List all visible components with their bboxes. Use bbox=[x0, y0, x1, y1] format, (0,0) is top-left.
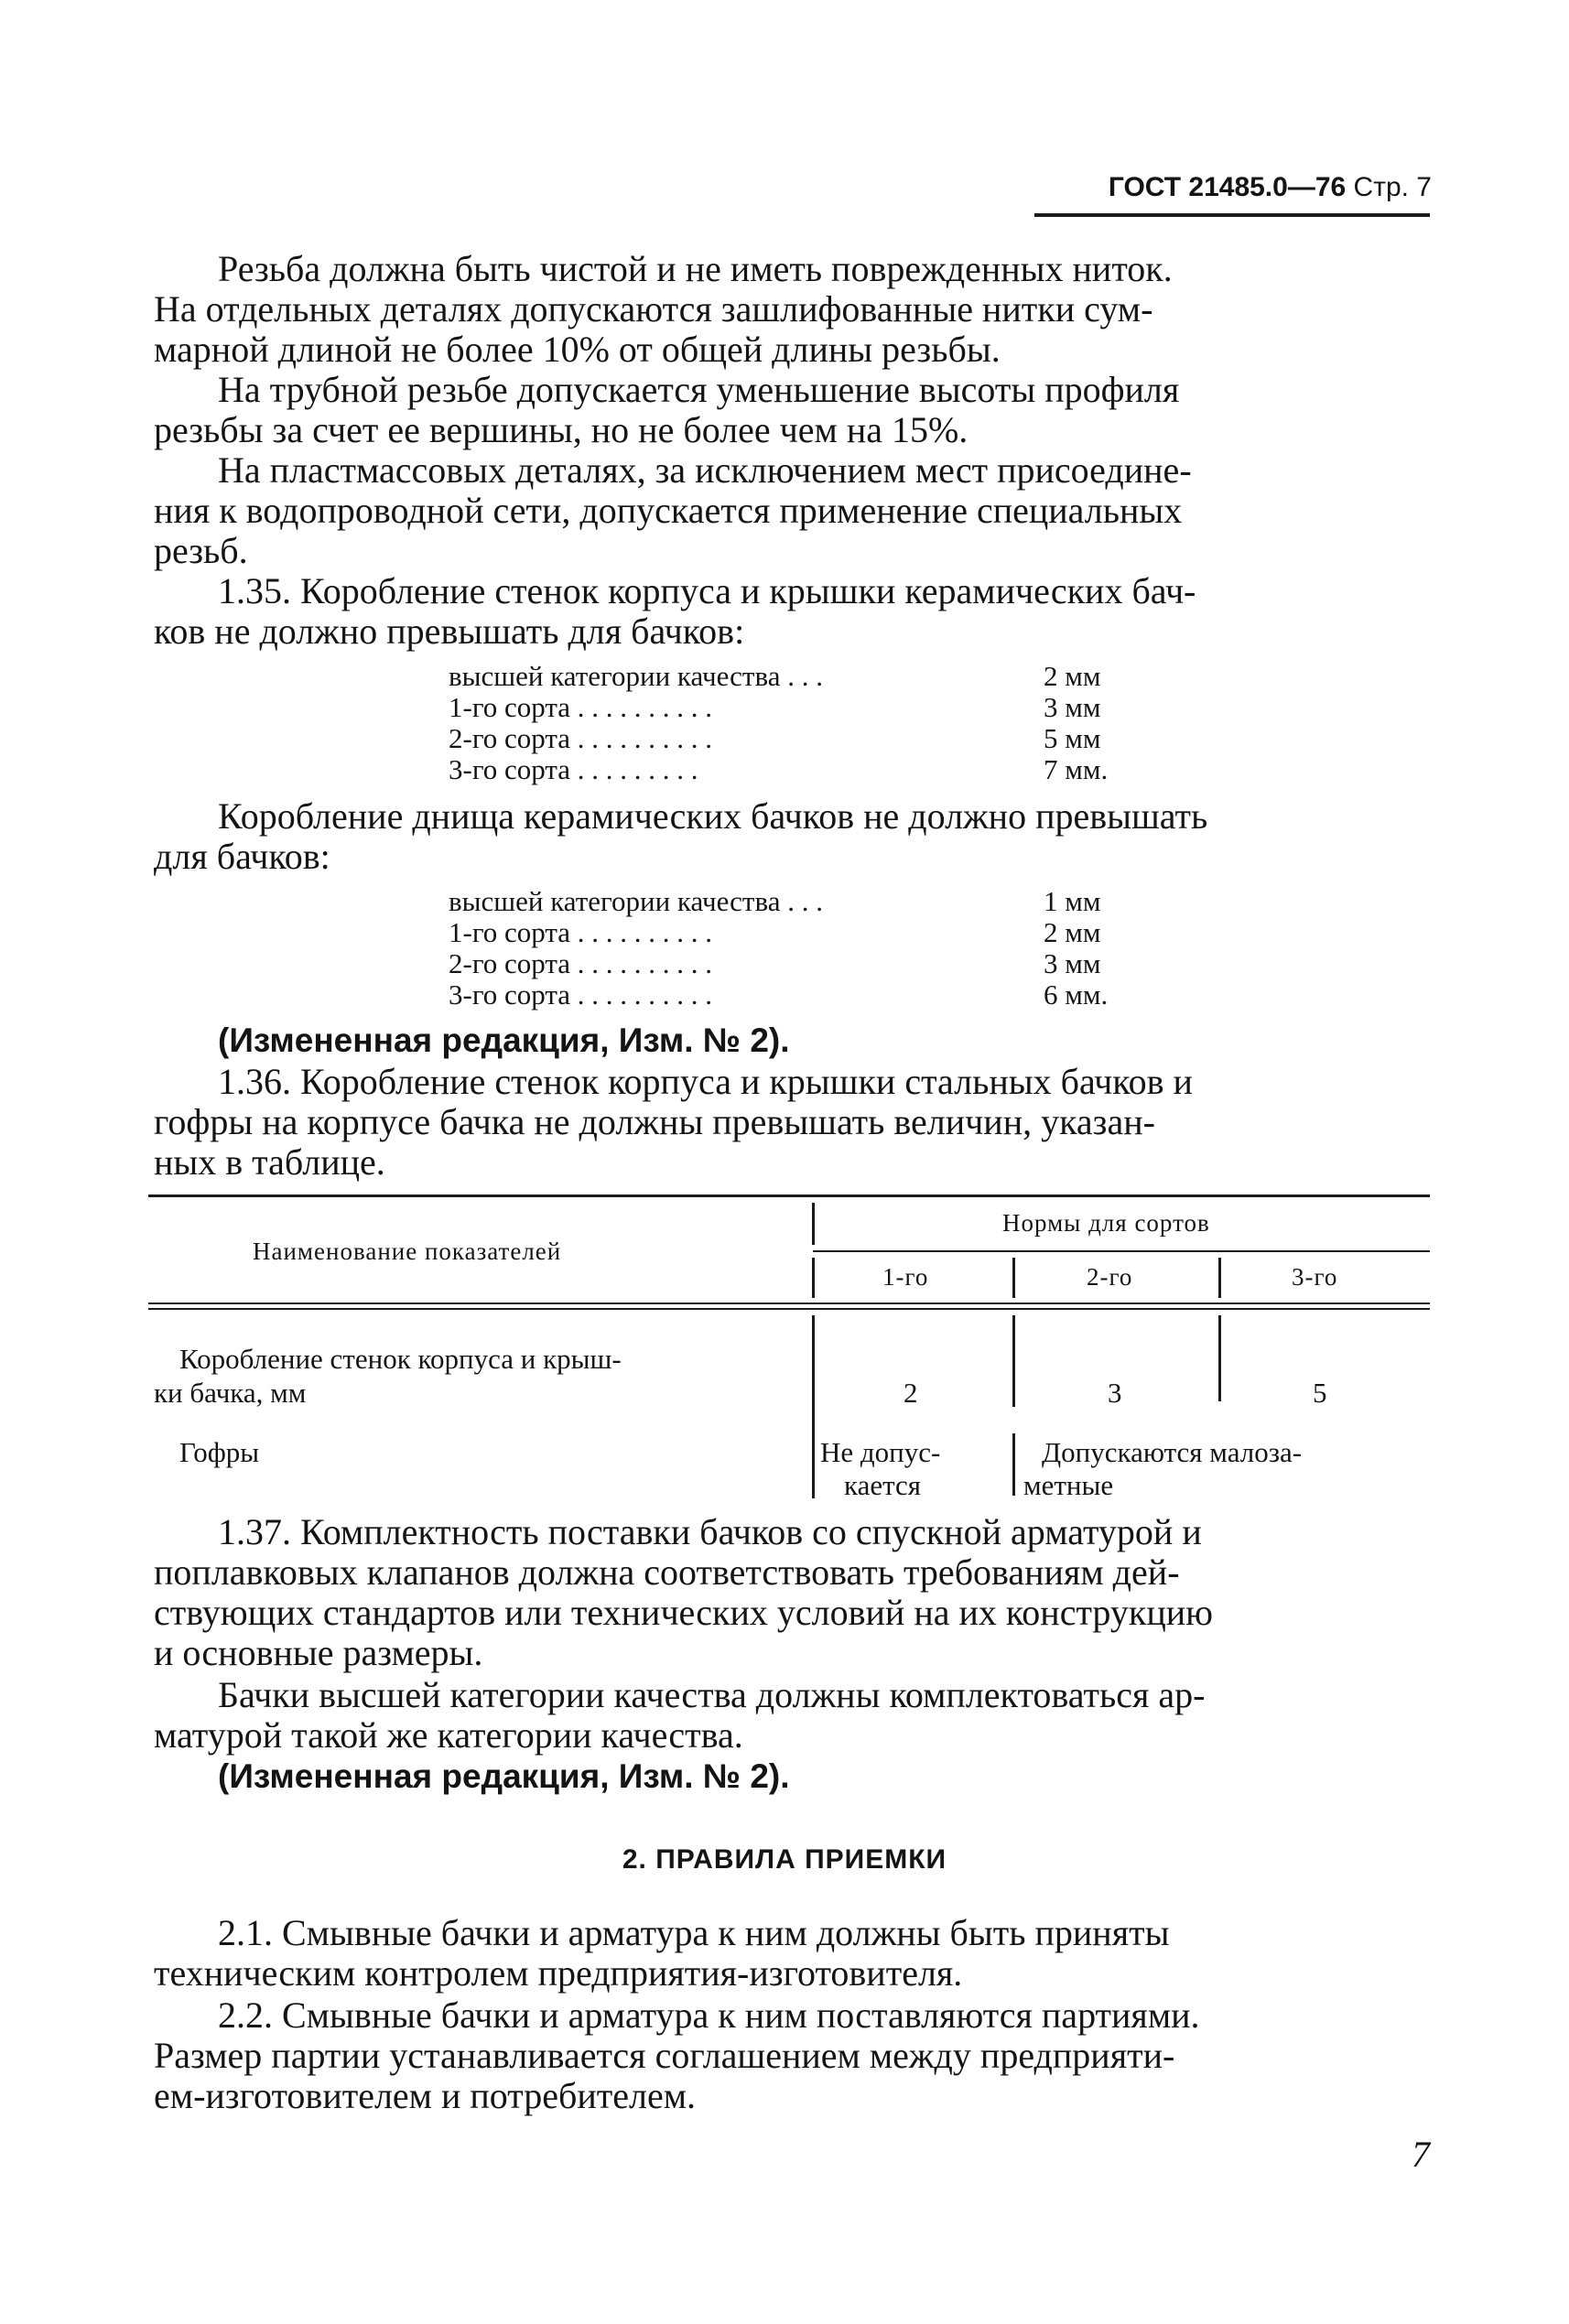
thread-paragraph-3 bbox=[154, 450, 1431, 571]
text-line: матурой такой же категории качества. bbox=[154, 1714, 743, 1756]
table-cell: 2 bbox=[904, 1377, 918, 1409]
column-header-name: Наименование показателей bbox=[253, 1238, 562, 1265]
list-item: 2-го сорта . . . . . . . . . . 3 мм bbox=[449, 947, 1101, 979]
text-line: резьб. bbox=[154, 530, 248, 571]
amendment-note-1 bbox=[154, 1020, 1431, 1061]
text-line: На пластмассовых деталях, за исключением мест присоедине- bbox=[218, 449, 1192, 491]
list-item: 3-го сорта . . . . . . . . . 7 мм. bbox=[449, 753, 1109, 785]
page-number: 7 bbox=[1412, 2134, 1430, 2175]
column-header-grade-2: 2-го bbox=[1087, 1263, 1133, 1291]
amendment-note-2 bbox=[154, 1756, 1431, 1797]
header-bottom-rule-2 bbox=[148, 1308, 1430, 1310]
list-item: 3-го сорта . . . . . . . . . . 6 мм. bbox=[449, 978, 1109, 1011]
col-divider bbox=[1012, 1433, 1015, 1496]
clause-2-1 bbox=[154, 1913, 1431, 1994]
clause-1-35 bbox=[154, 571, 1431, 652]
header-bottom-rule-1 bbox=[148, 1303, 1430, 1304]
row-name: Гофры bbox=[179, 1436, 260, 1468]
bottom-warp-paragraph bbox=[154, 796, 1431, 877]
text-line: марной длиной не более 10% от общей длины резьбы. bbox=[154, 329, 1001, 370]
text-line: Резьба должна быть чистой и не иметь поврежденных ниток. bbox=[218, 248, 1173, 289]
clause-1-37 bbox=[154, 1512, 1431, 1673]
walls-warp-list bbox=[449, 661, 1181, 785]
list-item: высшей категории качества . . . 2 мм bbox=[449, 660, 1101, 692]
text-line: Бачки высшей категории качества должны комплектоваться ар- bbox=[218, 1674, 1206, 1715]
list-item: высшей категории качества . . . 1 мм bbox=[449, 885, 1101, 917]
table-cell: кается bbox=[844, 1469, 922, 1501]
column-header-grade-1: 1-го bbox=[882, 1263, 929, 1291]
column-header-group: Нормы для сортов bbox=[1002, 1209, 1210, 1237]
text-line: для бачков: bbox=[154, 836, 330, 877]
clause-1-36 bbox=[154, 1062, 1431, 1183]
table-cell: Не допус- bbox=[820, 1436, 941, 1468]
group-header-rule bbox=[813, 1250, 1430, 1252]
text-line: На трубной резьбе допускается уменьшение высоты профиля bbox=[218, 369, 1180, 410]
row-name-line: ки бачка, мм bbox=[154, 1377, 307, 1409]
text-line: Коробление днища керамических бачков не должно превышать bbox=[218, 795, 1208, 837]
table-top-rule bbox=[148, 1194, 1430, 1197]
text-line: 2.2. Смывные бачки и арматура к ним поставляются партиями. bbox=[218, 1994, 1200, 2036]
text-line: поплавковых клапанов должна соответствовать требованиям дей- bbox=[154, 1551, 1180, 1593]
text-line: 1.36. Коробление стенок корпуса и крышки стальных бачков и bbox=[218, 1061, 1193, 1102]
text-line: ных в таблице. bbox=[154, 1141, 385, 1183]
list-item: 2-го сорта . . . . . . . . . . 5 мм bbox=[449, 722, 1101, 754]
text-line: 1.35. Коробление стенок корпуса и крышки керамических бач- bbox=[218, 570, 1196, 611]
text-line: 2.1. Смывные бачки и арматура к ним должны быть приняты bbox=[218, 1912, 1170, 1953]
text-line: ков не должно превышать для бачков: bbox=[154, 611, 745, 652]
page-label: Стр. 7 bbox=[1353, 172, 1432, 202]
text-line: и основные размеры. bbox=[154, 1632, 483, 1673]
col-divider bbox=[812, 1315, 815, 1498]
text-line: техническим контролем предприятия-изготовителя. bbox=[154, 1952, 963, 1994]
amendment-text: (Измененная редакция, Изм. № 2). bbox=[218, 1021, 790, 1059]
column-header-grade-3: 3-го bbox=[1292, 1263, 1338, 1291]
text-line: 1.37. Комплектность поставки бачков со спускной арматурой и bbox=[218, 1511, 1202, 1552]
col-divider bbox=[1012, 1258, 1015, 1298]
thread-paragraph-2 bbox=[154, 370, 1431, 450]
running-header bbox=[1109, 172, 1432, 203]
col-divider bbox=[1218, 1258, 1221, 1298]
text-line: резьбы за счет ее вершины, но не более чем на 15%. bbox=[154, 409, 968, 450]
table-cell: метные bbox=[1023, 1469, 1114, 1501]
amendment-text: (Измененная редакция, Изм. № 2). bbox=[218, 1757, 790, 1795]
col-divider bbox=[1012, 1315, 1015, 1407]
section-title: 2. ПРАВИЛА ПРИЕМКИ bbox=[622, 1844, 947, 1875]
thread-paragraph-1 bbox=[154, 249, 1431, 370]
standard-number: ГОСТ 21485.0—76 bbox=[1108, 172, 1347, 202]
text-line: Размер партии устанавливается соглашением между предприяти- bbox=[154, 2035, 1175, 2076]
list-item: 1-го сорта . . . . . . . . . . 3 мм bbox=[449, 691, 1101, 723]
col-divider bbox=[812, 1258, 815, 1298]
text-line: ем-изготовителем и потребителем. bbox=[154, 2075, 697, 2116]
row-name-line: Коробление стенок корпуса и крыш- bbox=[179, 1343, 622, 1375]
table-cell: 3 bbox=[1108, 1377, 1122, 1409]
bottom-warp-list bbox=[449, 886, 1181, 1011]
clause-1-37-paragraph-2 bbox=[154, 1675, 1431, 1756]
text-line: ния к водопроводной сети, допускается применение специальных bbox=[154, 490, 1183, 531]
text-line: гофры на корпусе бачка не должны превышать величин, указан- bbox=[154, 1101, 1155, 1142]
table-cell: 5 bbox=[1313, 1377, 1327, 1409]
table-cell: Допускаются малоза- bbox=[1042, 1436, 1303, 1468]
list-item: 1-го сорта . . . . . . . . . . 2 мм bbox=[449, 916, 1101, 948]
clause-2-2 bbox=[154, 1995, 1431, 2116]
text-line: ствующих стандартов или технических условий на их конструкцию bbox=[154, 1592, 1214, 1633]
text-line: На отдельных деталях допускаются зашлифованные нитки сум- bbox=[154, 288, 1153, 330]
col-divider bbox=[1218, 1315, 1221, 1401]
header-rule bbox=[1034, 213, 1430, 217]
col-divider bbox=[812, 1203, 815, 1245]
